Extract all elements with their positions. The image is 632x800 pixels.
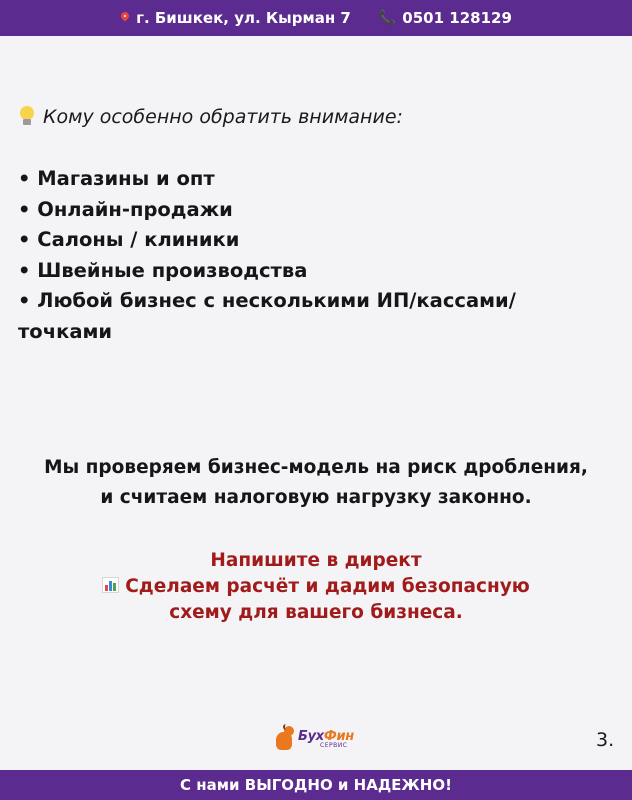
intro-line xyxy=(18,106,403,128)
phone-block[interactable] xyxy=(379,9,512,27)
list-item: • Магазины и опт xyxy=(18,167,215,190)
logo-word-part1: Бух xyxy=(298,729,324,744)
statement-line: Мы проверяем бизнес-модель на риск дробления, xyxy=(44,457,588,478)
intro-text: Кому особенно обратить внимание: xyxy=(43,106,403,128)
list-item: • Салоны / клиники xyxy=(18,228,240,251)
phone-number[interactable]: 0501 128129 xyxy=(402,9,512,27)
statement-line: и считаем налоговую нагрузку законно. xyxy=(100,487,532,508)
call-to-action xyxy=(0,548,632,626)
statement xyxy=(0,453,632,513)
address-text: г. Бишкек, ул. Кырман 7 xyxy=(136,9,351,27)
cta-line-with-icon xyxy=(0,574,632,600)
map-pin-icon xyxy=(120,12,130,25)
logo-word-part2: Фин xyxy=(323,729,354,744)
cta-line: Сделаем расчёт и дадим безопасную xyxy=(125,576,530,597)
lightbulb-icon xyxy=(18,106,36,128)
logo-subtitle: СЕРВИС xyxy=(320,742,348,749)
cta-line: схему для вашего бизнеса. xyxy=(169,602,463,623)
bar-chart-icon xyxy=(102,577,119,593)
header-bar xyxy=(0,0,632,36)
list-item: • Любой бизнес с несколькими ИП/кассами/ точками xyxy=(18,289,516,343)
page-number: 3. xyxy=(596,729,615,751)
address-block xyxy=(120,9,351,27)
logo-goat-icon xyxy=(274,724,296,754)
footer-slogan: С нами ВЫГОДНО и НАДЕЖНО! xyxy=(180,776,452,794)
footer-bar xyxy=(0,770,632,800)
cta-line: Напишите в директ xyxy=(210,550,422,571)
phone-icon: 📞 xyxy=(378,10,397,26)
brand-logo xyxy=(274,722,364,756)
list-item: • Швейные производства xyxy=(18,258,308,282)
list-item: • Онлайн-продажи xyxy=(18,197,233,221)
audience-list xyxy=(18,164,608,347)
